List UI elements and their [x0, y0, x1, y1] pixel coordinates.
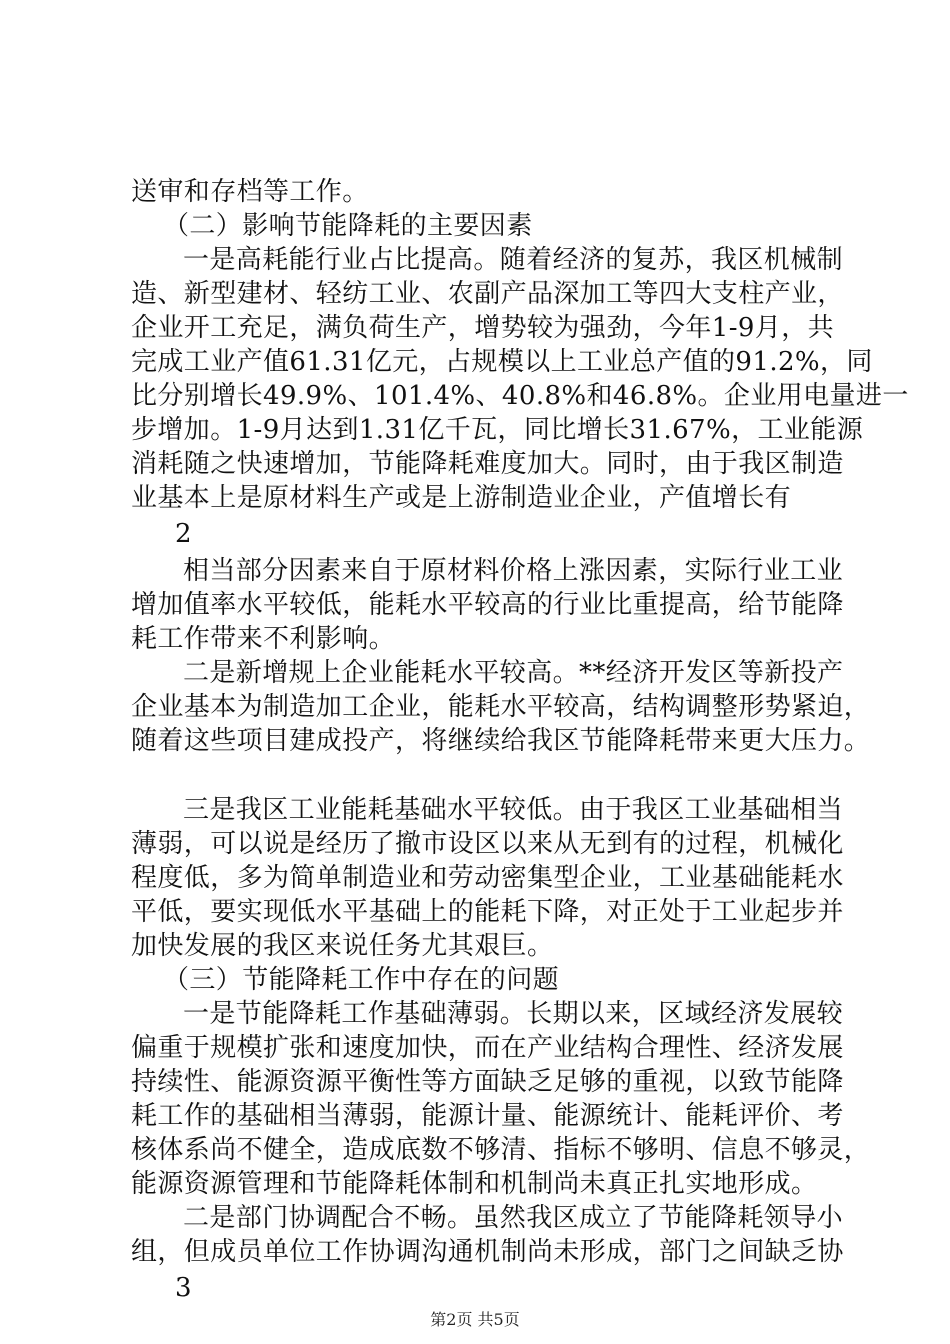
body-text-line: 平低，要实现低水平基础上的能耗下降，对正处于工业起步并: [131, 897, 844, 927]
body-text-line: 一是节能降耗工作基础薄弱。长期以来，区域经济发展较: [183, 999, 844, 1029]
body-text-line: 消耗随之快速增加，节能降耗难度加大。同时，由于我区制造: [131, 449, 844, 479]
body-text-line: 三是我区工业能耗基础水平较低。由于我区工业基础相当: [183, 795, 844, 825]
body-text-line: 组，但成员单位工作协调沟通机制尚未形成，部门之间缺乏协: [131, 1237, 844, 1267]
inline-page-number: 2: [175, 519, 192, 549]
body-text-line: 一是高耗能行业占比提高。随着经济的复苏，我区机械制: [183, 245, 844, 275]
body-text-line: 核体系尚不健全，造成底数不够清、指标不够明、信息不够灵，: [131, 1135, 871, 1165]
body-text-line: 程度低，多为简单制造业和劳动密集型企业，工业基础能耗水: [131, 863, 844, 893]
inline-page-number: 3: [175, 1273, 192, 1303]
body-text-line: 相当部分因素来自于原材料价格上涨因素，实际行业工业: [183, 556, 844, 586]
body-text-line: 随着这些项目建成投产，将继续给我区节能降耗带来更大压力。: [131, 726, 871, 756]
body-text-line: 持续性、能源资源平衡性等方面缺乏足够的重视，以致节能降: [131, 1067, 844, 1097]
body-text-line: 送审和存档等工作。: [131, 177, 369, 207]
body-text-line: 企业基本为制造加工企业，能耗水平较高，结构调整形势紧迫，: [131, 692, 871, 722]
body-text-line: 业基本上是原材料生产或是上游制造业企业，产值增长有: [131, 483, 792, 513]
page-footer: 第2页 共5页: [430, 1310, 520, 1329]
body-text-line: 二是部门协调配合不畅。虽然我区成立了节能降耗领导小: [183, 1203, 844, 1233]
body-text-line: 造、新型建材、轻纺工业、农副产品深加工等四大支柱产业，: [131, 279, 844, 309]
body-text-line: 能源资源管理和节能降耗体制和机制尚未真正扎实地形成。: [131, 1169, 818, 1199]
body-text-line: 加快发展的我区来说任务尤其艰巨。: [131, 931, 554, 961]
section-heading: （三）节能降耗工作中存在的问题: [163, 965, 560, 995]
section-heading: （二）影响节能降耗的主要因素: [163, 211, 533, 241]
body-text-line: 耗工作的基础相当薄弱，能源计量、能源统计、能耗评价、考: [131, 1101, 844, 1131]
body-text-line: 二是新增规上企业能耗水平较高。**经济开发区等新投产: [183, 658, 844, 688]
body-text-line: 薄弱，可以说是经历了撤市设区以来从无到有的过程，机械化: [131, 829, 844, 859]
body-text-line: 步增加。1-9月达到1.31亿千瓦，同比增长31.67%，工业能源: [131, 415, 864, 445]
body-text-line: 企业开工充足，满负荷生产，增势较为强劲，今年1-9月，共: [131, 313, 835, 343]
body-text-line: 偏重于规模扩张和速度加快，而在产业结构合理性、经济发展: [131, 1033, 844, 1063]
body-text-line: 比分别增长49.9%、101.4%、40.8%和46.8%。企业用电量进一: [131, 381, 909, 411]
body-text-line: 完成工业产值61.31亿元，占规模以上工业总产值的91.2%，同: [131, 347, 873, 377]
body-text-line: 耗工作带来不利影响。: [131, 624, 396, 654]
body-text-line: 增加值率水平较低，能耗水平较高的行业比重提高，给节能降: [131, 590, 844, 620]
